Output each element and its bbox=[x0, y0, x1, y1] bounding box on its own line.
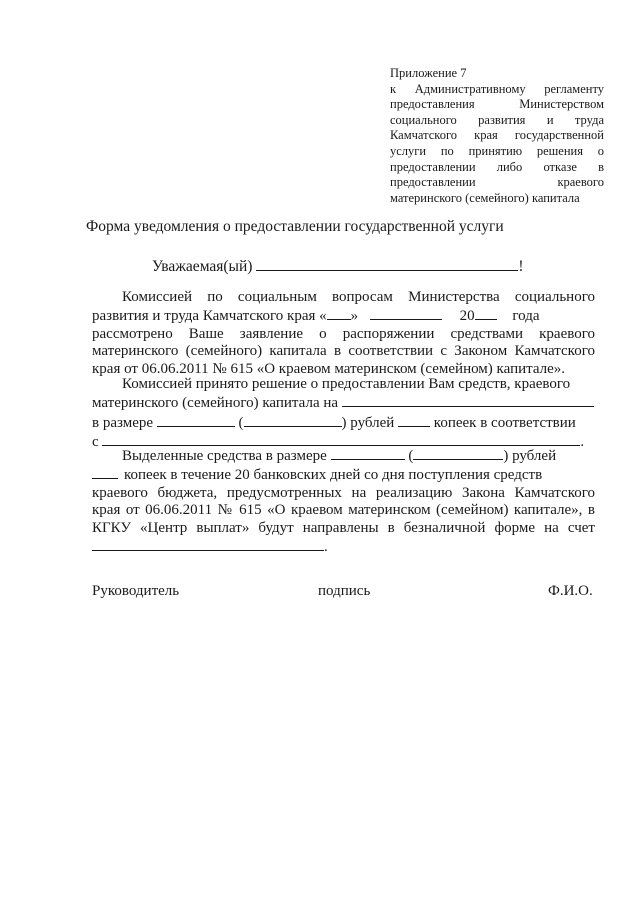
purpose-blank bbox=[342, 393, 594, 407]
day-blank bbox=[327, 306, 351, 320]
text-fragment: с bbox=[92, 434, 99, 451]
text-fragment: ) рублей bbox=[341, 414, 395, 431]
text-fragment: копеек в течение 20 банковских дней со дня поступления средств bbox=[124, 467, 543, 484]
allocated-kopecks-blank bbox=[92, 465, 118, 479]
paragraph-transfer bbox=[92, 446, 595, 556]
text-line: КГКУ «Центр выплат» будут направлены в безналичной форме на счет bbox=[92, 519, 595, 536]
recipient-name-blank bbox=[256, 257, 518, 271]
text-fragment: Выделенные средства в размере bbox=[122, 448, 327, 464]
text-fragment: в размере bbox=[92, 414, 154, 431]
text-line: края от 06.06.2011 № 615 «О краевом материнском (семейном) капитале». bbox=[92, 360, 566, 377]
appendix-line: предоставлении краевого bbox=[390, 175, 604, 190]
amount-number-blank bbox=[157, 413, 235, 427]
text-fragment: . bbox=[324, 539, 328, 556]
text-line bbox=[92, 446, 595, 465]
text-line: края от 06.06.2011 № 615 «О краевом материнском (семейном) капитале», в bbox=[92, 502, 595, 519]
appendix-line: предоставления Министерством bbox=[390, 97, 604, 112]
text-fragment: развития и труда Камчатского края « bbox=[92, 308, 327, 325]
year-blank bbox=[475, 306, 497, 320]
text-line: краевого бюджета, предусмотренных на реализацию Закона Камчатского bbox=[92, 484, 595, 501]
text-fragment: . bbox=[580, 434, 585, 451]
text-fragment: копеек в соответствии bbox=[433, 414, 576, 431]
text-fragment: ) рублей bbox=[503, 448, 557, 464]
appendix-line: услуги по принятию решения о bbox=[390, 143, 604, 158]
paragraph-decision bbox=[92, 376, 595, 452]
month-blank bbox=[370, 306, 442, 320]
appendix-header bbox=[390, 66, 604, 206]
text-line: рассмотрено Ваше заявление о распоряжении средствами краевого bbox=[92, 325, 595, 342]
text-line bbox=[92, 413, 595, 432]
appendix-title: Приложение 7 bbox=[390, 66, 467, 80]
text-fragment: материнского (семейного) капитала на bbox=[92, 395, 339, 412]
text-line bbox=[92, 393, 595, 412]
greeting bbox=[152, 257, 523, 276]
greeting-prefix: Уважаемая(ый) bbox=[152, 258, 253, 275]
account-blank bbox=[92, 537, 324, 551]
appendix-line: предоставлении либо отказе в bbox=[390, 159, 604, 174]
text-line: Комиссией принято решение о предоставлении Вам средств, краевого bbox=[122, 376, 571, 392]
signature-sign-label: подпись bbox=[318, 583, 371, 599]
allocated-amount-blank bbox=[331, 446, 405, 460]
appendix-line: материнского (семейного) капитала bbox=[390, 190, 580, 205]
amount-words-blank bbox=[244, 413, 342, 427]
text-fragment: » bbox=[350, 308, 359, 325]
text-line bbox=[92, 465, 595, 484]
form-title: Форма уведомления о предоставлении государственной услуги bbox=[86, 218, 504, 235]
text-fragment: 20 bbox=[459, 308, 475, 325]
text-line bbox=[92, 306, 595, 325]
allocated-words-blank bbox=[413, 446, 503, 460]
text-fragment: ( bbox=[408, 448, 414, 464]
appendix-line: Камчатского края государственной bbox=[390, 128, 604, 143]
signature-head-label: Руководитель bbox=[92, 583, 180, 599]
paragraph-review bbox=[92, 289, 595, 378]
text-line: материнского (семейного) капитала в соответствии с Законом Камчатского bbox=[92, 343, 595, 360]
text-fragment: ( bbox=[238, 414, 244, 431]
greeting-suffix: ! bbox=[518, 258, 524, 275]
appendix-line: к Административному регламенту bbox=[390, 81, 604, 96]
appendix-line: социального развития и труда bbox=[390, 112, 604, 127]
text-fragment: года bbox=[512, 308, 540, 325]
kopecks-blank bbox=[398, 413, 430, 427]
basis-blank bbox=[102, 432, 580, 446]
text-line: Комиссией по социальным вопросам Министерства социального bbox=[122, 289, 595, 305]
text-line bbox=[92, 537, 595, 556]
signature-name-label: Ф.И.О. bbox=[548, 583, 593, 599]
